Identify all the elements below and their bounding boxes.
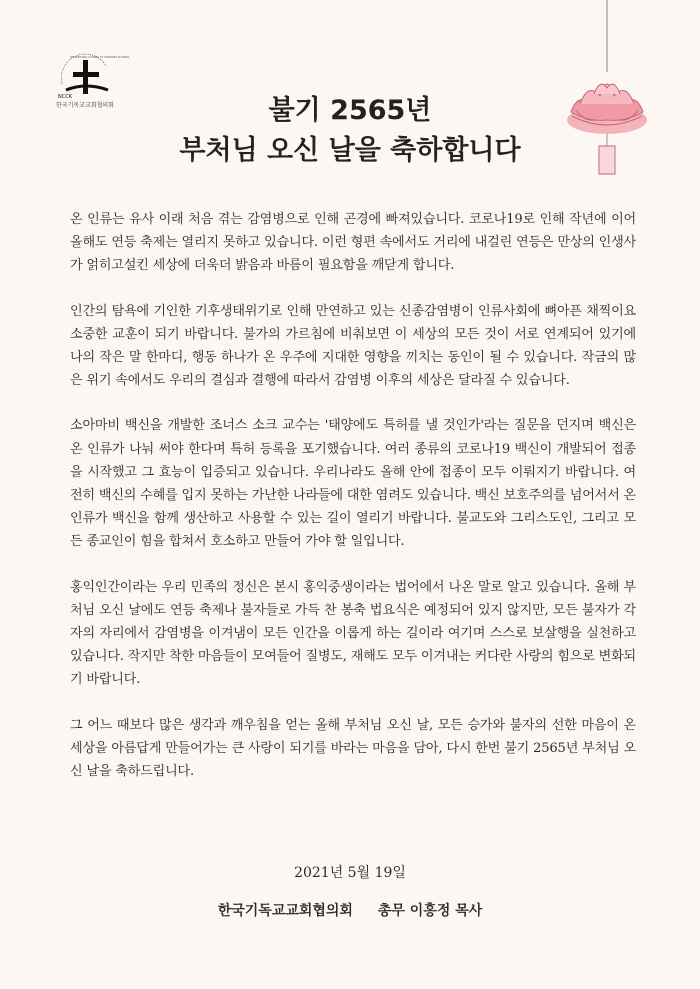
paragraph: 소아마비 백신을 개발한 조너스 소크 교수는 '태양에도 특허를 낼 것인가'라는 질문을 던지며 백신은 온 인류가 나눠 써야 한다며 특허 등록을 포기했습니다. 여러 종류의 코로나19 백신이 개발되어 접종을 시작했고 그 효능이 입증되고 있습니다. 우리나라도 올해 안에 접종이 모두 이뤄지기 바랍니다. 여전히 백신의 수혜를 입지 못하는 가난한 나라들에 대한 염려도 있습니다. 백신 보호주의를 넘어서서 온 인류가 백신을 함께 생산하고 사용할 수 있는 길이 열리기 바랍니다. 불교도와 그리스도인, 그리고 모든 종교인이 힘을 합쳐서 호소하고 만들어 가야 할 일입니다. <box>70 418 636 550</box>
paragraph: 인간의 탐욕에 기인한 기후생태위기로 인해 만연하고 있는 신종감염병이 인류사회에 뼈아픈 채찍이요 소중한 교훈이 되기 바랍니다. 불가의 가르침에 비춰보면 이 세상의 모든 것이 서로 연계되어 있기에 나의 작은 말 한마디, 행동 하나가 온 우주에 지대한 영향을 끼치는 동인이 될 수 있습니다. 작금의 많은 위기 속에서도 우리의 결심과 결행에 따라서 감염병 이후의 세상은 달라질 수 있습니다. <box>70 303 636 389</box>
letter-date: 2021년 5월 19일 <box>294 865 406 881</box>
logo-ring-text: THE NATIONAL COUNCIL OF CHURCHES IN KOREA <box>70 56 130 59</box>
title-greeting: 부처님 오신 날을 축하합니다 <box>179 135 521 166</box>
signature-org: 한국기독교교회협의회 <box>217 903 353 919</box>
paragraph: 온 인류는 유사 이래 처음 겪는 감염병으로 인해 곤경에 빠져있습니다. 코로나19로 인해 작년에 이어 올해도 연등 축제는 열리지 못하고 있습니다. 이런 형편 속에서도 거리에 내걸린 연등은 만상의 인생사가 얽히고설킨 세상에 더욱더 밝음과 바름이 필요함을 깨닫게 합니다. <box>70 212 636 274</box>
title-year: 불기 2565년 <box>268 95 432 126</box>
letter-body <box>70 208 636 805</box>
paragraph: 그 어느 때보다 많은 생각과 깨우침을 얻는 올해 부처님 오신 날, 모든 승가와 불자의 선한 마음이 온 세상을 아름답게 만들어가는 큰 사랑이 되기를 바라는 마음을 담아, 다시 한번 불기 2565년 부처님 오신 날을 축하드립니다. <box>70 717 636 780</box>
logo-abbr: NCCK <box>58 94 73 100</box>
paragraph: 홍익인간이라는 우리 민족의 정신은 본시 홍익중생이라는 법어에서 나온 말로 알고 있습니다. 올해 부처님 오신 날에도 연등 축제나 불자들로 가득 찬 봉축 법요식은 예정되어 있지 않지만, 모든 불자가 각자의 자리에서 감염병을 이겨냄이 모든 인간을 이롭게 하는 길이라 여기며 스스로 보살행을 실천하고 있습니다. 작지만 착한 마음들이 모여들어 질병도, 재해도 모두 이겨내는 커다란 사랑의 힘으로 변화되기 바랍니다. <box>70 579 636 688</box>
logo-org-name: 한국기독교교회협의회 <box>56 102 114 109</box>
signature-name: 총무 이홍정 목사 <box>377 903 483 919</box>
signature <box>0 900 700 920</box>
